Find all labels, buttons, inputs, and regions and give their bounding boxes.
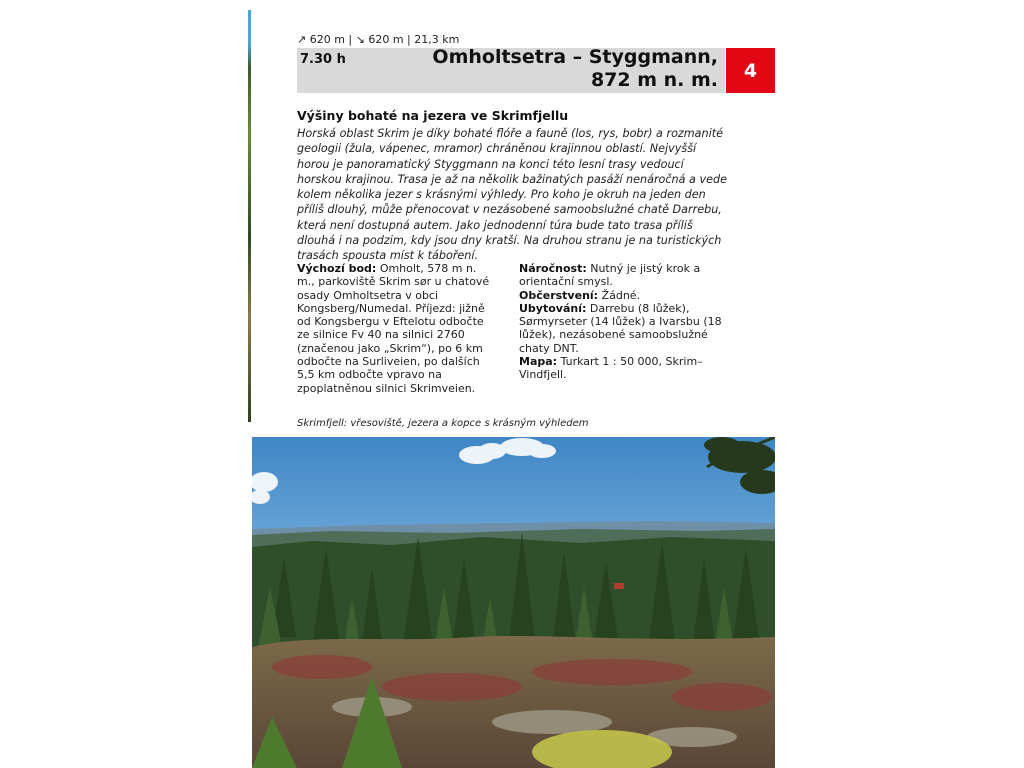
route-title — [400, 46, 718, 92]
route-number-badge: 4 — [726, 48, 775, 93]
photo-caption: Skrimfjell: vřesoviště, jezera a kopce s krásným výhledem — [297, 418, 589, 429]
landscape-photo — [252, 437, 775, 768]
difficulty-label: Náročnost: — [519, 262, 587, 275]
map-info — [519, 355, 731, 382]
intro-text: Horská oblast Skrim je díky bohaté flóře a fauně (los, rys, bobr) a rozmanité geologii (žula, vápenec, mramor) chráněnou krajinnou oblastí. Nejvyšší horou je panoramatický Styggmann na konci této lesní trasy vedoucí horskou krajinou. Trasa je až na několik bažinatých pasáží nenáročná a vede kolem několika jezer s krásnými výhledy. Pro koho je okruh na jeden den příliš dlouhý, může přenocovat v nezásobené samoobslužné chatě Darrebu, která není dostupná autem. Jako jednodenní túra bude tato trasa příliš dlouhá i na podzim, kdy jsou dny kratší. Na druhou stranu je na turistických trasách spousta míst k táboření. — [297, 127, 727, 263]
page-edge-photo-strip — [248, 10, 251, 422]
refreshment — [519, 289, 731, 302]
difficulty — [519, 262, 731, 289]
details-left-column — [297, 262, 497, 395]
map-text: Turkart 1 : 50 000, Skrim–Vindfjell. — [519, 355, 703, 382]
intro-heading: Výšiny bohaté na jezera ve Skrimfjellu — [297, 108, 569, 123]
refreshment-label: Občerstvení: — [519, 288, 599, 302]
start-text: Omholt, 578 m n. m., parkoviště Skrim sør u chatové osady Omholtsetra v obci Kongsberg/Numedal. Příjezd: jižně od Kongsbergu v Eftelotu odbočte ze silnice Fv 40 na silnici 2760 (značenou jako „Skrim“), po 6 km odbočte na Surliveien, po dalších 5,5 km odbočte vpravo na zpoplatněnou silnici Skrimveien. — [297, 262, 490, 395]
accommodation-label: Ubytování: — [519, 301, 587, 315]
route-stats: ↗ 620 m | ↘ 620 m | 21,3 km — [297, 33, 460, 46]
start-point — [297, 262, 497, 395]
route-title-line2: 872 m n. m. — [590, 69, 718, 91]
walking-time: 7.30 h — [300, 52, 346, 67]
start-label: Výchozí bod: — [297, 262, 377, 275]
map-label: Mapa: — [519, 355, 558, 369]
accommodation-text: Darrebu (8 lůžek), Sørmyrseter (14 lůžek) a Ivarsbu (18 lůžek), nezásobené samoobslužné chaty DNT. — [519, 301, 722, 355]
refreshment-text: Žádné. — [601, 288, 641, 302]
difficulty-text: Nutný je jistý krok a orientační smysl. — [519, 262, 701, 289]
accommodation — [519, 302, 731, 355]
route-title-line1: Omholtsetra – Styggmann, — [432, 46, 718, 68]
details-right-column — [519, 262, 731, 382]
